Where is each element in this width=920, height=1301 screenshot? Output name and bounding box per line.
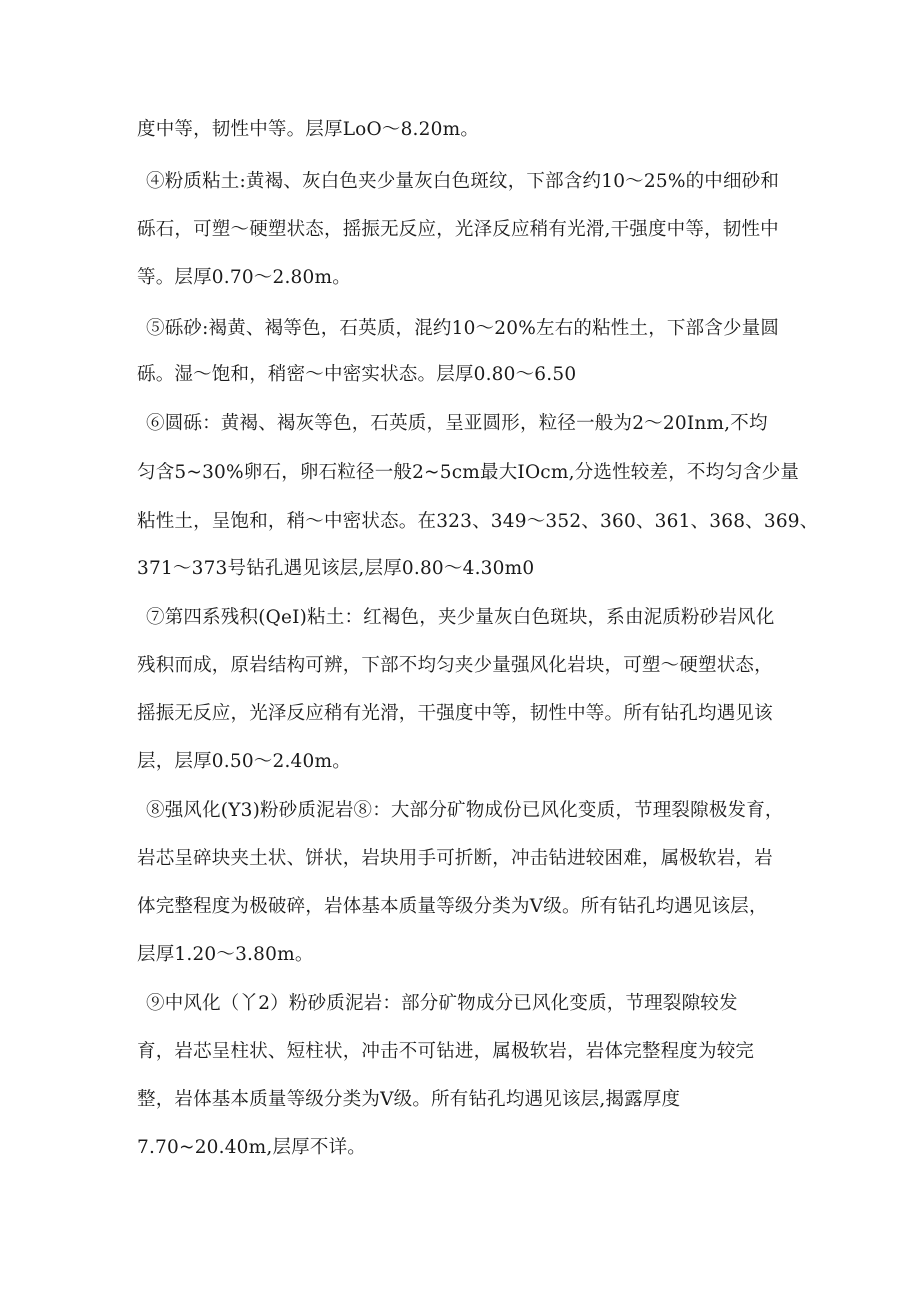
text-line-12: 残积而成，原岩结构可辨，下部不均匀夹少量强风化岩块，可塑～硬塑状态，: [137, 655, 773, 676]
text-line-20: 育，岩芯呈柱状、短柱状，冲击不可钻进，属极软岩，岩体完整程度为较完: [137, 1041, 755, 1062]
text-line-5: ⑤砾砂:褐黄、褐等色，石英质，混约10～20%左右的粘性土，下部含少量圆: [146, 318, 780, 339]
text-line-11: ⑦第四系残积(QeI)粘土：红褐色，夹少量灰白色斑块，系由泥质粉砂岩风化: [146, 607, 775, 628]
text-line-1: 度中等，韧性中等。层厚LoO～8.20m。: [137, 119, 480, 140]
text-line-2: ④粉质粘土:黄褐、灰白色夹少量灰白色斑纹，下部含约10～25%的中细砂和: [146, 171, 780, 192]
text-line-22: 7.70~20.40m,层厚不详。: [137, 1137, 366, 1158]
text-line-16: 岩芯呈碎块夹土状、饼状，岩块用手可折断，冲击钻进较困难，属极软岩，岩: [137, 848, 773, 869]
text-line-10: 371～373号钻孔遇见该层,层厚0.80～4.30m0: [137, 558, 535, 579]
text-line-13: 摇振无反应，光泽反应稍有光滑，干强度中等，韧性中等。所有钻孔均遇见该: [137, 703, 773, 724]
text-line-19: ⑨中风化（丫2）粉砂质泥岩：部分矿物成分已风化变质，节理裂隙较发: [146, 993, 738, 1014]
text-line-21: 整，岩体基本质量等级分类为Ⅴ级。所有钻孔均遇见该层,揭露厚度: [137, 1089, 681, 1110]
text-line-18: 层厚1.20～3.80m。: [137, 944, 314, 965]
text-line-15: ⑧强风化(Y3)粉砂质泥岩⑧：大部分矿物成份已风化变质，节理裂隙极发育，: [146, 800, 784, 821]
text-line-9: 粘性土，呈饱和，稍～中密状态。在323、349～352、360、361、368、369、: [137, 511, 819, 532]
text-line-3: 砾石，可塑～硬塑状态，摇振无反应，光泽反应稍有光滑,干强度中等，韧性中: [137, 219, 779, 240]
text-line-7: ⑥圆砾：黄褐、褐灰等色，石英质，呈亚圆形，粒径一般为2～20Inm,不均: [146, 413, 768, 434]
text-line-4: 等。层厚0.70～2.80m。: [137, 267, 351, 288]
text-line-8: 匀含5~30%卵石，卵石粒径一般2~5cm最大IOcm,分选性较差，不均匀含少量: [137, 462, 800, 483]
text-line-6: 砾。湿～饱和，稍密～中密实状态。层厚0.80～6.50: [137, 364, 577, 385]
text-line-14: 层，层厚0.50～2.40m。: [137, 751, 351, 772]
text-line-17: 体完整程度为极破碎，岩体基本质量等级分类为Ⅴ级。所有钻孔均遇见该层，: [137, 896, 768, 917]
